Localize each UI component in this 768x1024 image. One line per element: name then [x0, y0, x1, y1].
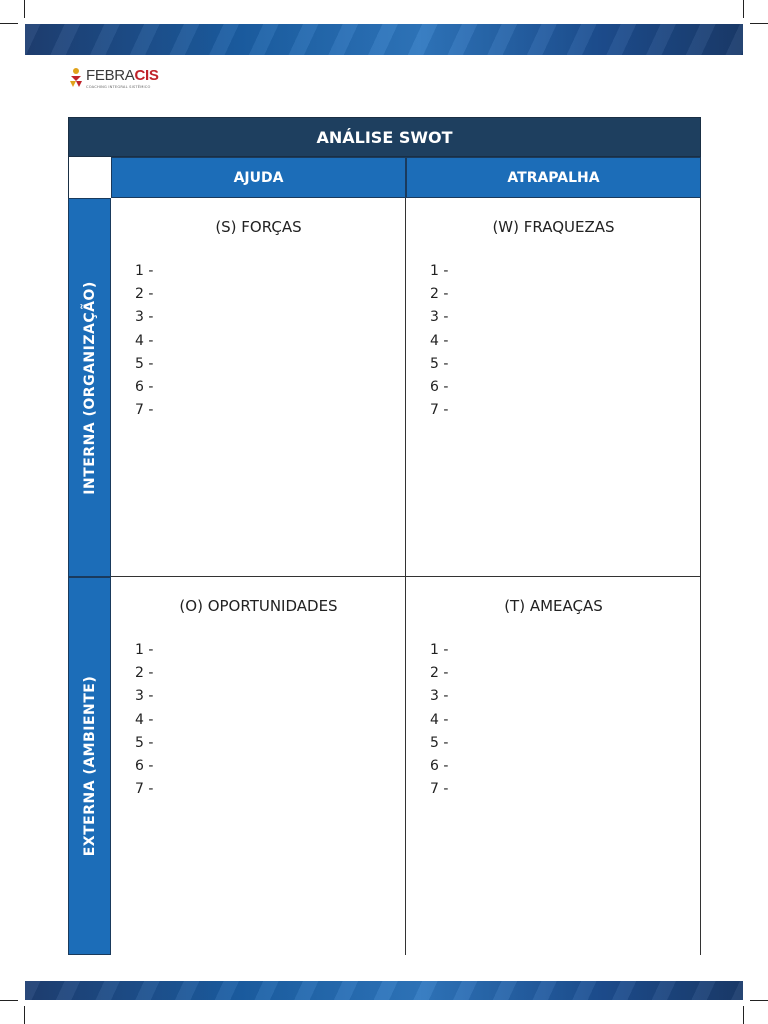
crop-mark	[24, 0, 25, 18]
quadrant-strengths	[111, 198, 406, 577]
quadrant-threats	[406, 577, 701, 955]
row-header-internal-label: INTERNA (ORGANIZAÇÃO)	[81, 280, 98, 495]
list-item[interactable]: 2 -	[430, 286, 449, 303]
item-list	[430, 639, 448, 801]
row-header-external	[68, 577, 111, 955]
quadrant-title: (S) FORÇAS	[215, 218, 302, 236]
list-item[interactable]: 5 -	[430, 355, 449, 372]
list-item[interactable]: 3 -	[430, 309, 449, 326]
list-item[interactable]: 1 -	[135, 642, 154, 658]
list-item[interactable]: 5 -	[135, 355, 154, 372]
febracis-logo	[68, 67, 158, 93]
crop-mark	[743, 0, 744, 18]
list-item[interactable]: 3 -	[135, 688, 154, 705]
logo-brand-b: CIS	[134, 67, 159, 84]
list-item[interactable]: 2 -	[135, 286, 154, 303]
quadrant-title: (W) FRAQUEZAS	[492, 218, 615, 236]
swot-title: ANÁLISE SWOT	[68, 117, 701, 157]
list-item[interactable]: 6 -	[135, 378, 154, 395]
item-list	[135, 639, 153, 801]
list-item[interactable]: 7 -	[135, 402, 154, 419]
list-item[interactable]: 3 -	[430, 688, 449, 705]
list-item[interactable]: 5 -	[135, 734, 154, 751]
column-header-hinders: ATRAPALHA	[406, 157, 701, 198]
logo-brand-a: FEBRA	[86, 67, 135, 84]
list-item[interactable]: 5 -	[430, 734, 449, 751]
list-item[interactable]: 7 -	[135, 781, 154, 798]
item-list	[430, 260, 448, 422]
crop-mark	[743, 1006, 744, 1024]
list-item[interactable]: 6 -	[135, 757, 154, 774]
list-item[interactable]: 4 -	[430, 711, 449, 728]
list-item[interactable]: 3 -	[135, 309, 154, 326]
logo-wordmark	[86, 67, 159, 85]
crop-mark	[0, 1000, 18, 1001]
list-item[interactable]: 4 -	[135, 711, 154, 728]
quadrant-title: (O) OPORTUNIDADES	[179, 597, 338, 615]
logo-mark-icon	[68, 67, 84, 89]
column-header-helps: AJUDA	[111, 157, 406, 198]
crop-mark	[0, 23, 18, 24]
footer-banner	[25, 981, 743, 1000]
list-item[interactable]: 1 -	[430, 263, 449, 279]
list-item[interactable]: 1 -	[430, 642, 449, 658]
list-item[interactable]: 7 -	[430, 781, 449, 798]
quadrant-title: (T) AMEAÇAS	[504, 597, 603, 615]
quadrant-weaknesses	[406, 198, 701, 577]
crop-mark	[750, 1000, 768, 1001]
quadrant-opportunities	[111, 577, 406, 955]
item-list	[135, 260, 153, 422]
corner-cell	[68, 157, 111, 198]
crop-mark	[750, 23, 768, 24]
list-item[interactable]: 1 -	[135, 263, 154, 279]
row-header-external-label: EXTERNA (AMBIENTE)	[81, 675, 98, 857]
list-item[interactable]: 4 -	[430, 332, 449, 349]
list-item[interactable]: 6 -	[430, 378, 449, 395]
list-item[interactable]: 2 -	[430, 665, 449, 682]
list-item[interactable]: 6 -	[430, 757, 449, 774]
header-banner	[25, 24, 743, 55]
row-header-internal	[68, 198, 111, 577]
list-item[interactable]: 2 -	[135, 665, 154, 682]
crop-mark	[24, 1006, 25, 1024]
logo-tagline: COACHING INTEGRAL SISTÊMICO	[86, 85, 151, 89]
list-item[interactable]: 7 -	[430, 402, 449, 419]
swot-table	[68, 117, 701, 955]
list-item[interactable]: 4 -	[135, 332, 154, 349]
